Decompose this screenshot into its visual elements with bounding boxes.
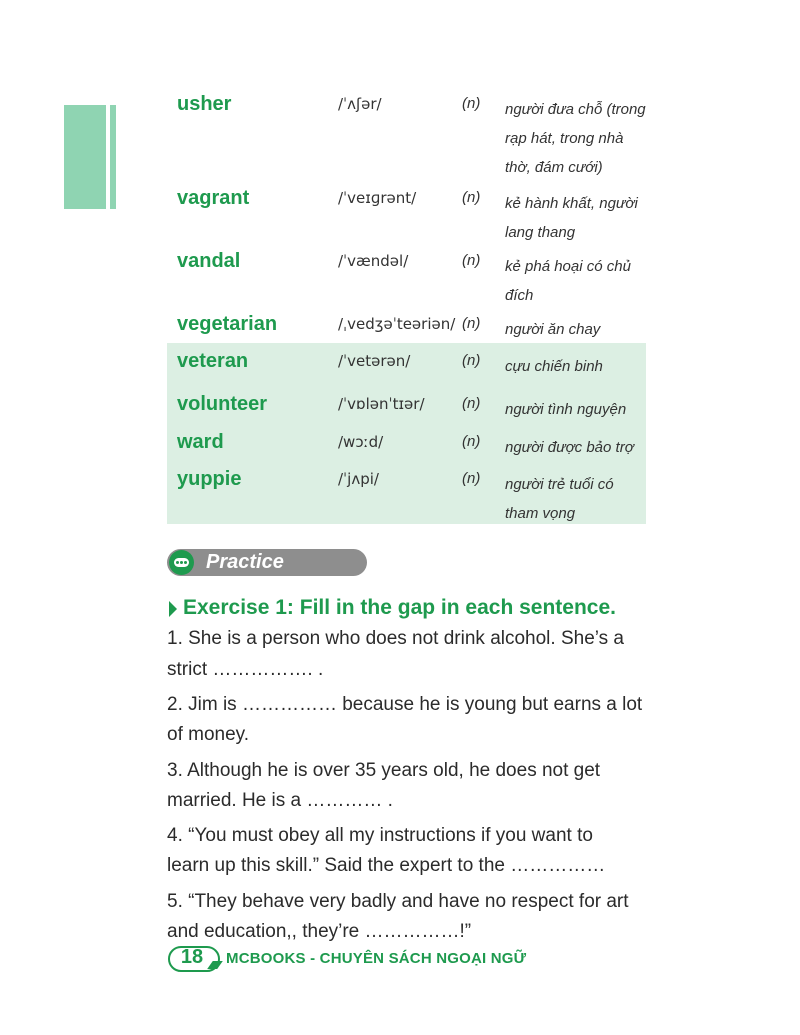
exercise-line: 2. Jim is …………… because he is young but earns a lot (167, 694, 643, 715)
vocab-meaning (505, 315, 645, 344)
vocab-part-of-speech: (n) (462, 95, 481, 112)
exercise-line: 4. “You must obey all my instructions if you want to (167, 825, 593, 846)
vocab-meaning-line: tham vọng (505, 505, 576, 522)
exercise-line: strict ……………. . (167, 659, 324, 680)
vocab-meaning-line: thờ, đám cưới) (505, 159, 603, 176)
vocab-meaning-line: cựu chiến binh (505, 358, 603, 375)
exercise-line: and education,, they’re ……………!” (167, 921, 472, 942)
vocab-pronunciation: /ˈjʌpi/ (338, 470, 379, 488)
vocab-pronunciation: /ˈveɪɡrənt/ (338, 189, 417, 207)
exercise-line: 5. “They behave very badly and have no respect for art (167, 891, 629, 912)
vocab-word: volunteer (177, 393, 268, 415)
exercise-title: Exercise 1: Fill in the gap in each sentence. (183, 596, 616, 619)
vocab-part-of-speech: (n) (462, 189, 481, 206)
footer-brand: MCBOOKS - CHUYÊN SÁCH NGOẠI NGỮ (226, 950, 527, 967)
vocab-word: yuppie (177, 468, 242, 490)
vocab-word: veteran (177, 350, 249, 372)
vocab-pronunciation: /ˈvændəl/ (338, 252, 409, 270)
vocab-meaning (505, 470, 645, 528)
vocab-part-of-speech: (n) (462, 315, 481, 332)
vocab-meaning (505, 252, 645, 310)
exercise-line: 1. She is a person who does not drink alcohol. She’s a (167, 628, 624, 649)
vocab-meaning-line: rạp hát, trong nhà (505, 130, 624, 147)
vocab-meaning-line: người tình nguyện (505, 401, 627, 418)
vocab-part-of-speech: (n) (462, 395, 481, 412)
vocab-part-of-speech: (n) (462, 352, 481, 369)
chapter-tab-stripe (110, 105, 116, 209)
vocab-part-of-speech: (n) (462, 470, 481, 487)
practice-label: Practice (206, 551, 284, 573)
vocab-meaning-line: đích (505, 287, 534, 304)
vocab-meaning (505, 352, 645, 381)
chat-bubble-icon (169, 550, 194, 575)
vocab-meaning-line: người trẻ tuổi có (505, 476, 614, 493)
vocab-meaning-line: lang thang (505, 224, 576, 241)
vocab-pronunciation: /ˈvetərən/ (338, 352, 411, 370)
vocab-pronunciation: /wɔːd/ (338, 433, 384, 451)
vocab-meaning-line: kẻ phá hoại có chủ (505, 258, 631, 275)
vocab-meaning-line: người đưa chỗ (trong (505, 101, 646, 118)
vocab-word: usher (177, 93, 232, 115)
vocab-meaning (505, 395, 645, 424)
vocab-word: vegetarian (177, 313, 278, 335)
vocab-word: vandal (177, 250, 241, 272)
vocab-meaning-line: kẻ hành khất, người (505, 195, 638, 212)
exercise-line: 3. Although he is over 35 years old, he does not get (167, 760, 601, 781)
vocab-word: ward (177, 431, 224, 453)
vocab-meaning-line: người ăn chay (505, 321, 601, 338)
vocab-word: vagrant (177, 187, 250, 209)
page-number: 18 (180, 946, 204, 968)
triangle-right-icon (169, 601, 177, 617)
exercise-line: married. He is a ………… . (167, 790, 393, 811)
vocab-pronunciation: /ˌvedʒəˈteəriən/ (338, 315, 456, 333)
vocab-part-of-speech: (n) (462, 252, 481, 269)
vocab-pronunciation: /ˈvɒlənˈtɪər/ (338, 395, 425, 413)
vocab-meaning (505, 95, 645, 182)
vocab-part-of-speech: (n) (462, 433, 481, 450)
vocab-meaning-line: người được bảo trợ (505, 439, 634, 456)
vocab-meaning (505, 189, 645, 247)
chapter-tab-decoration (64, 105, 106, 209)
vocab-meaning (505, 433, 645, 462)
exercise-line: of money. (167, 724, 250, 745)
exercise-line: learn up this skill.” Said the expert to the …………… (167, 855, 606, 876)
vocab-pronunciation: /ˈʌʃər/ (338, 95, 382, 113)
